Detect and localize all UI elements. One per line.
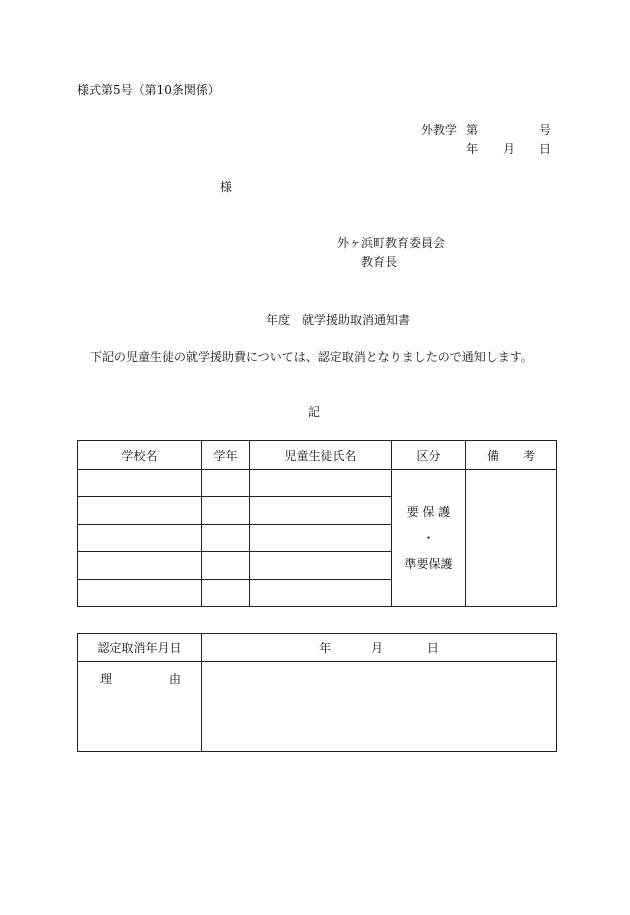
reason-label-yu: 由 xyxy=(168,672,181,686)
date-day: 日 xyxy=(539,142,552,156)
school-name-cell[interactable] xyxy=(78,524,202,551)
remarks-cell[interactable] xyxy=(466,470,557,607)
date-year-label: 年 xyxy=(319,641,332,655)
sender-title: 教育長 xyxy=(361,255,398,269)
category-junyohogo: 準要保護 xyxy=(404,556,453,571)
date-month-label: 月 xyxy=(370,641,383,655)
reason-label-cell xyxy=(78,662,202,752)
date-day-label: 日 xyxy=(426,641,439,655)
doc-number-prefix: 外教学 xyxy=(421,123,458,137)
sender-organization: 外ヶ浜町教育委員会 xyxy=(337,236,446,250)
grade-cell[interactable] xyxy=(202,552,250,579)
cancellation-date-row xyxy=(78,634,557,662)
student-name-cell[interactable] xyxy=(250,497,392,524)
category-cell xyxy=(392,470,466,607)
ki-label: 記 xyxy=(308,405,321,419)
grade-cell[interactable] xyxy=(202,497,250,524)
addressee-honorific: 様 xyxy=(220,180,233,194)
reason-label-ri: 理 xyxy=(100,672,113,686)
header-remarks: 備 考 xyxy=(466,441,557,470)
cancellation-date-label: 認定取消年月日 xyxy=(78,634,202,662)
cancellation-date-cell[interactable] xyxy=(202,634,557,662)
doc-number-go: 号 xyxy=(539,123,552,137)
header-category: 区分 xyxy=(392,441,466,470)
title-year-label: 年度 xyxy=(266,313,291,327)
grade-cell[interactable] xyxy=(202,470,250,497)
student-name-cell[interactable] xyxy=(250,579,392,606)
table-row xyxy=(78,470,557,497)
school-name-cell[interactable] xyxy=(78,497,202,524)
cancellation-table xyxy=(77,633,557,752)
grade-cell[interactable] xyxy=(202,524,250,551)
category-yohogo: 要 保 護 xyxy=(406,504,451,519)
document-title: 就学援助取消通知書 xyxy=(302,313,411,327)
grade-cell[interactable] xyxy=(202,579,250,606)
doc-number-dai: 第 xyxy=(466,123,479,137)
reason-cell[interactable] xyxy=(202,662,557,752)
student-name-cell[interactable] xyxy=(250,470,392,497)
form-number: 様式第5号（第10条関係） xyxy=(77,83,220,97)
body-text: 下記の児童生徒の就学援助費については、認定取消となりましたので通知します。 xyxy=(90,350,533,364)
reason-row xyxy=(78,662,557,752)
school-name-cell[interactable] xyxy=(78,552,202,579)
student-name-cell[interactable] xyxy=(250,524,392,551)
header-grade: 学年 xyxy=(202,441,250,470)
category-separator: ・ xyxy=(422,530,435,545)
date-year: 年 xyxy=(466,142,479,156)
school-name-cell[interactable] xyxy=(78,579,202,606)
school-name-cell[interactable] xyxy=(78,470,202,497)
date-month: 月 xyxy=(503,142,516,156)
student-name-cell[interactable] xyxy=(250,552,392,579)
header-school-name: 学校名 xyxy=(78,441,202,470)
table-header-row xyxy=(78,441,557,470)
header-student-name: 児童生徒氏名 xyxy=(250,441,392,470)
student-table xyxy=(77,440,557,607)
